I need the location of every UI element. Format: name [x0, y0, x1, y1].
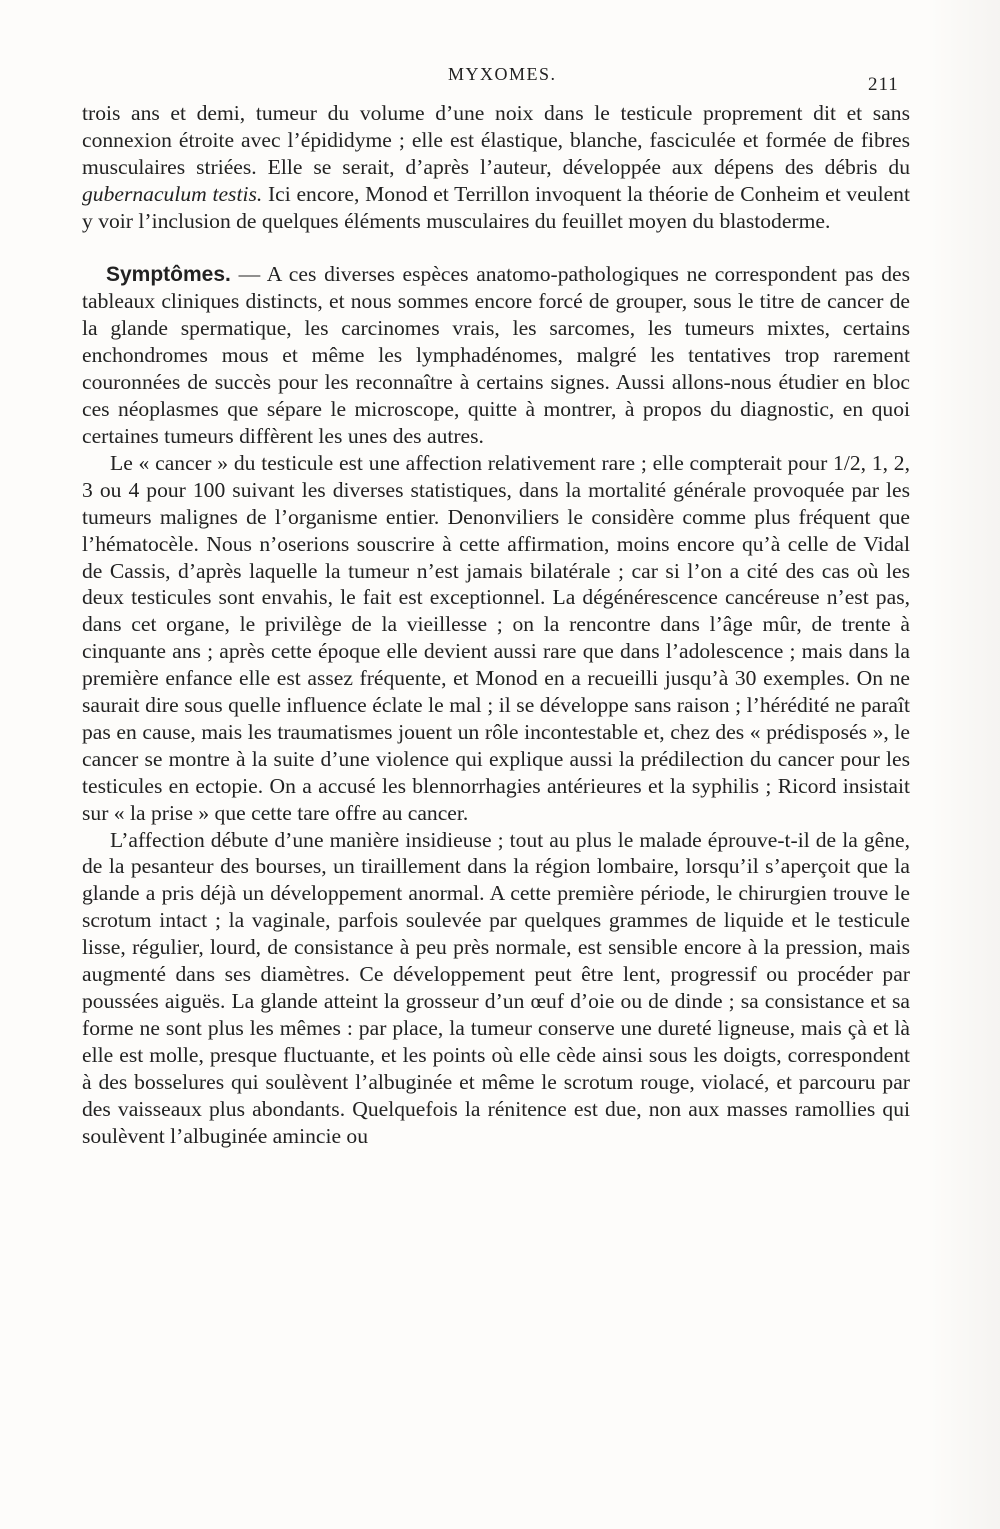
- section-heading: Symptômes.: [106, 262, 231, 286]
- scan-edge-shading: [930, 0, 1000, 1529]
- running-title: MYXOMES.: [448, 64, 557, 84]
- body-text: [82, 100, 910, 1149]
- paragraph-onset: [82, 827, 910, 1150]
- paragraph-text: — A ces diverses espèces anatomo-pathologiques ne correspondent pas des tableaux cliniques distincts, et nous sommes encore forcé de grouper, sous le titre de cancer de la glande spermatique, les carcinomes vrais, les sarcomes, les tumeurs mixtes, certains enchondromes mous et même les lymphadénomes, malgré les tentatives trop rarement couronnées de succès pour les reconnaître à certains signes. Aussi allons-nous étudier en bloc ces néoplasmes que sépare le microscope, quitte à montrer, à propos du diagnostic, en quoi certaines tumeurs diffèrent les unes des autres.: [82, 261, 910, 448]
- paragraph-frequency: [82, 450, 910, 827]
- paragraph-text: Ici encore, Monod et Terrillon invoquent la théorie de Conheim et veulent y voir l’inclusion de quelques éléments musculaires du feuillet moyen du blastoderme.: [82, 181, 910, 233]
- paragraph-symptomes: [82, 261, 910, 450]
- latin-term: gubernaculum testis.: [82, 181, 263, 206]
- paragraph-text: Le « cancer » du testicule est une affection relativement rare ; elle compterait pour 1/2, 1, 2, 3 ou 4 pour 100 suivant les diverses statistiques, dans la mortalité générale provoquée par les tumeurs malignes de l’organisme entier. Denonviliers le considère comme plus fréquent que l’hématocèle. Nous n’oserions souscrire à cette affirmation, moins encore qu’à celle de Vidal de Cassis, d’après laquelle la tumeur n’est jamais bilatérale ; car si l’on a cité des cas où les deux testicules sont envahis, le fait est exceptionnel. La dégénérescence cancéreuse n’est pas, dans cet organe, le privilège de la vieillesse ; on la rencontre dans l’âge mûr, de trente à cinquante ans ; après cette époque elle devient aussi rare que dans l’adolescence ; mais dans la première enfance elle est assez fréquente, et Monod en a recueilli jusqu’à 30 exemples. On ne saurait dire sous quelle influence éclate le mal ; il se développe sans raison ; l’hérédité ne paraît pas en cause, mais les traumatismes jouent un rôle incontestable et, chez des « prédisposés », le cancer se montre à la suite d’une violence qui explique aussi la prédilection du cancer pour les testicules en ectopie. On a accusé les blennorrhagies antérieures et la syphilis ; Ricord insistait sur « la prise » que cette tare offre au cancer.: [82, 450, 910, 825]
- paragraph-continuation: [82, 100, 910, 235]
- page-number: 211: [868, 74, 899, 95]
- paragraph-text: trois ans et demi, tumeur du volume d’une noix dans le testicule proprement dit et sans connexion étroite avec l’épididyme ; elle est élastique, blanche, fasciculée et formée de fibres musculaires striées. Elle se serait, d’après l’auteur, développée aux dépens des débris du: [82, 101, 910, 179]
- running-head: [0, 64, 1000, 95]
- paragraph-text: L’affection débute d’une manière insidieuse ; tout au plus le malade éprouve-t-il de la gêne, de la pesanteur des bourses, un tiraillement dans la région lombaire, lorsqu’il s’aperçoit que la glande a pris déjà un développement anormal. A cette première période, le chirurgien trouve le scrotum intact ; la vaginale, parfois soulevée par quelques grammes de liquide et le testicule lisse, régulier, lourd, de consistance à peu près normale, est sensible encore à la pression, mais augmenté dans ses diamètres. Ce développement peut être lent, progressif ou procéder par poussées aiguës. La glande atteint la grosseur d’un œuf d’oie ou de dinde ; sa consistance et sa forme ne sont plus les mêmes : par place, la tumeur conserve une dureté ligneuse, mais çà et là elle est molle, presque fluctuante, et les points où elle cède ainsi sous les doigts, correspondent à des bosselures qui soulèvent l’albuginée et même le scrotum rouge, violacé, et parcouru par des vaisseaux plus abondants. Quelquefois la rénitence est due, non aux masses ramollies qui soulèvent l’albuginée amincie ou: [82, 827, 910, 1148]
